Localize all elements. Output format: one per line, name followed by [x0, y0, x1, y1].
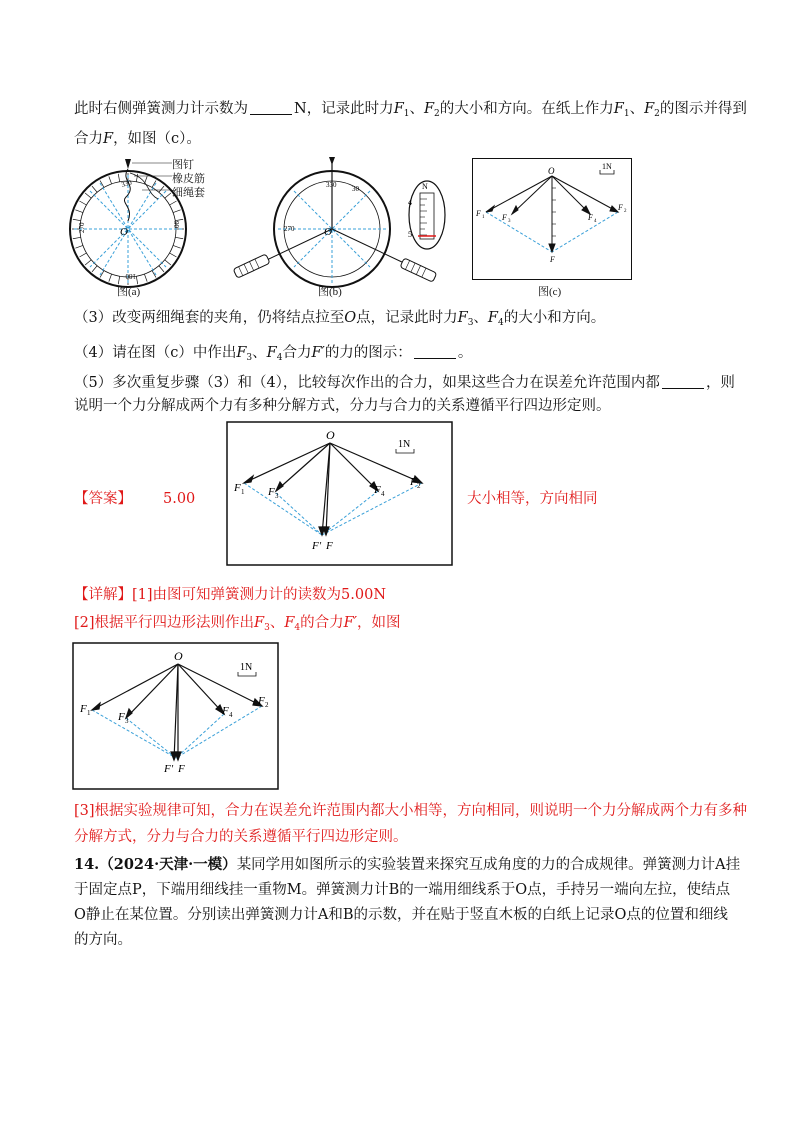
fig-a-O-label: O — [120, 226, 128, 238]
svg-text:F: F — [268, 486, 275, 498]
svg-text:270: 270 — [78, 222, 86, 233]
svg-text:F: F — [178, 763, 185, 775]
svg-text:1N: 1N — [602, 162, 612, 171]
svg-text:F: F — [118, 711, 125, 723]
label-rubber: 橡皮筋 — [172, 173, 205, 185]
svg-text:2: 2 — [265, 701, 269, 709]
svg-text:F′: F′ — [164, 763, 174, 775]
svg-text:180: 180 — [125, 272, 136, 280]
question-14-line-4: 的方向。 — [74, 932, 132, 948]
svg-text:F: F — [618, 203, 623, 212]
fig-a-caption: 图(a) — [117, 286, 141, 298]
svg-text:O: O — [174, 649, 183, 663]
svg-text:4: 4 — [229, 711, 233, 719]
svg-text:F: F — [222, 705, 229, 717]
svg-text:O: O — [548, 166, 555, 176]
fig-b-O-label: O — [324, 226, 332, 238]
answer-text: 大小相等，方向相同 — [467, 491, 598, 507]
detail-1: 【详解】[1]由图可知弹簧测力计的读数为5.00N — [74, 587, 387, 603]
svg-text:F: F — [80, 703, 87, 715]
detail-2: [2]根据平行四边形法则作出$F_3$、$F_4$的合力F′，如图 — [74, 615, 401, 633]
svg-text:F: F — [234, 482, 241, 494]
svg-text:330: 330 — [120, 178, 133, 189]
svg-text:270: 270 — [284, 225, 295, 233]
svg-text:5: 5 — [408, 230, 412, 239]
figure-c — [472, 158, 632, 280]
svg-text:F: F — [476, 209, 481, 218]
fig-c-caption: 图(c) — [538, 286, 562, 298]
svg-text:3: 3 — [125, 717, 129, 725]
svg-text:330: 330 — [326, 181, 337, 189]
svg-text:1N: 1N — [398, 439, 411, 450]
label-nail: 图钉 — [172, 159, 194, 171]
svg-text:4: 4 — [594, 219, 597, 224]
svg-text:2: 2 — [417, 482, 421, 490]
question-4: （4）请在图（c）中作出$F_3$、$F_4$合力F′的力的图示： 。 — [74, 345, 473, 363]
svg-text:30: 30 — [352, 185, 359, 193]
svg-text:4: 4 — [408, 198, 412, 207]
detail-3-line-2: 分解方式，分力与合力的关系遵循平行四边形定则。 — [74, 829, 408, 845]
intro-line-1: 此时右侧弹簧测力计示数为 N，记录此时力$F_1$、$F_2$的大小和方向。在纸上作力$F_1$、$F_2$的图示并得到 — [74, 101, 747, 119]
svg-text:F: F — [326, 540, 333, 552]
question-5-line-1: （5）多次重复步骤（3）和（4），比较每次作出的合力，如果这些合力在误差允许范围内都 ，则 — [74, 375, 735, 391]
detail-3-line-1: [3]根据实验规律可知，合力在误差允许范围内都大小相等，方向相同，则说明一个力分解成两个力有多种 — [74, 803, 748, 819]
detail-figure — [72, 642, 279, 790]
svg-text:F: F — [374, 484, 381, 496]
svg-text:F: F — [502, 213, 507, 222]
svg-text:F: F — [588, 213, 593, 222]
svg-text:F: F — [410, 476, 417, 488]
figure-b — [232, 155, 452, 290]
answer-blank-5[interactable] — [662, 374, 704, 389]
fig-b-caption: 图(b) — [318, 286, 342, 298]
svg-text:90: 90 — [172, 221, 180, 228]
svg-text:1: 1 — [482, 215, 485, 220]
question-14-line-3: O静止在某位置。分别读出弹簧测力计A和B的示数，并在贴于竖直木板的白纸上记录O点的位置和细线 — [74, 907, 728, 923]
svg-text:4: 4 — [381, 490, 385, 498]
svg-text:F: F — [258, 695, 265, 707]
label-leaders — [132, 160, 176, 194]
svg-text:3: 3 — [275, 492, 279, 500]
answer-blank-4[interactable] — [414, 344, 456, 359]
svg-text:O: O — [326, 428, 335, 442]
label-rope: 细绳套 — [172, 187, 205, 199]
svg-text:3: 3 — [508, 219, 511, 224]
answer-value: 5.00 — [163, 491, 196, 507]
svg-text:1: 1 — [241, 488, 245, 496]
question-3: （3）改变两细绳套的夹角，仍将结点拉至O点，记录此时力$F_3$、$F_4$的大小和方向。 — [74, 310, 606, 328]
svg-text:2: 2 — [624, 209, 627, 214]
svg-text:N: N — [422, 182, 428, 191]
intro-line-2: 合力F，如图（c）。 — [74, 131, 201, 147]
svg-text:1N: 1N — [240, 662, 253, 673]
answer-blank-1[interactable] — [250, 100, 292, 115]
question-5-line-2: 说明一个力分解成两个力有多种分解方式，分力与合力的关系遵循平行四边形定则。 — [74, 398, 611, 414]
svg-text:F: F — [550, 255, 555, 264]
answer-label: 【答案】 — [74, 491, 132, 507]
svg-text:F′: F′ — [312, 540, 322, 552]
answer-figure — [226, 421, 453, 566]
question-14-line-1: 14.（2024·天津·一模）某同学用如图所示的实验装置来探究互成角度的力的合成规律。弹簧测力计A挂 — [74, 856, 741, 873]
question-14-line-2: 于固定点P，下端用细线挂一重物M。弹簧测力计B的一端用细线系于O点，手持另一端向左拉，使结点 — [74, 882, 731, 898]
svg-text:1: 1 — [87, 709, 91, 717]
